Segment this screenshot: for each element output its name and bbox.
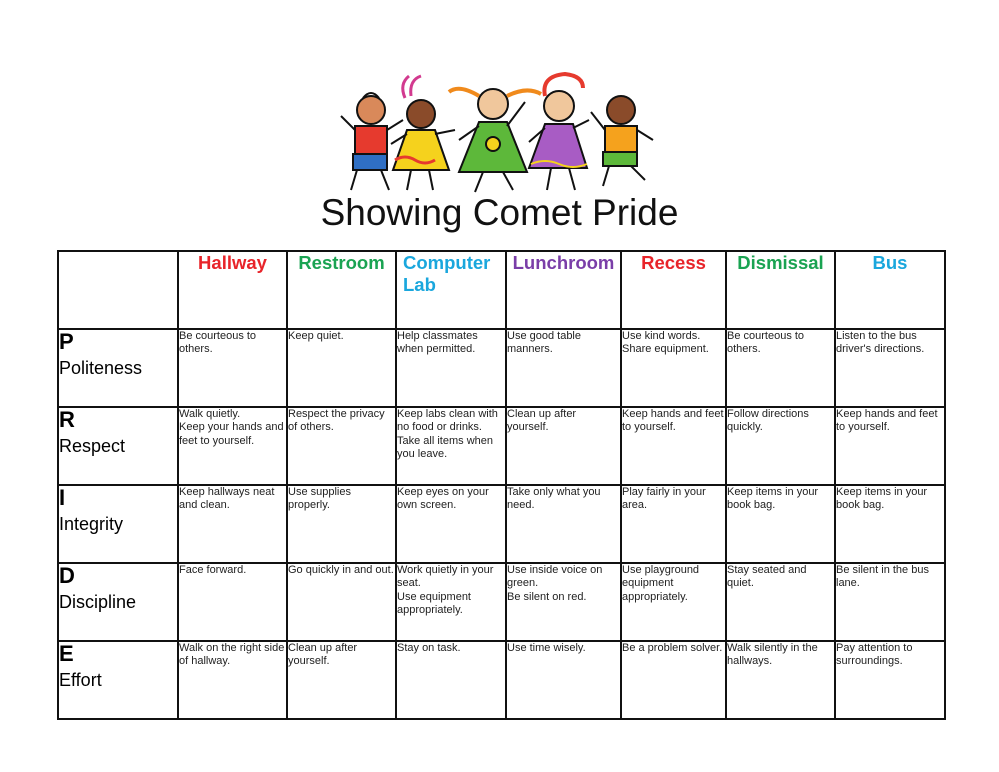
cell-text: Be courteous to others. [727, 330, 805, 356]
row-letter: R [59, 407, 75, 432]
cell-text: Take all items when you leave. [397, 434, 493, 460]
cell-text: Clean up after yourself. [288, 642, 358, 668]
table-cell [178, 485, 287, 563]
table-cell [621, 407, 726, 485]
table-cell [506, 485, 621, 563]
row-header [58, 329, 178, 407]
table-cell [726, 407, 835, 485]
table-cell [506, 563, 621, 641]
table-row [58, 407, 945, 485]
row-letter: P [59, 329, 74, 354]
table-cell [506, 329, 621, 407]
table-cell [287, 563, 396, 641]
row-word: Respect [59, 436, 126, 456]
table-row [58, 485, 945, 563]
table-cell [396, 329, 506, 407]
row-word: Effort [59, 670, 102, 690]
cell-text: Use supplies properly. [288, 486, 351, 512]
row-letter: D [59, 563, 75, 588]
row-header [58, 641, 178, 719]
kid-green-dress [449, 89, 541, 192]
cell-text: Keep hands and feet to yourself. [836, 408, 938, 434]
corner-cell [58, 251, 178, 329]
row-letter: E [59, 641, 74, 666]
cell-text: Pay attention to surroundings. [836, 642, 913, 668]
row-header [58, 563, 178, 641]
cell-text: Listen to the bus driver's directions. [836, 330, 925, 356]
cell-text: Stay seated and quiet. [727, 564, 807, 590]
header-row [58, 251, 945, 329]
table-cell [396, 563, 506, 641]
column-header-restroom: Restroom [287, 251, 396, 329]
cell-text: Take only what you need. [507, 486, 601, 512]
column-header-bus: Bus [835, 251, 945, 329]
cell-text: Be courteous to others. [179, 330, 257, 356]
table-cell [287, 641, 396, 719]
cell-text: Work quietly in your seat. [397, 564, 494, 590]
column-header-recess: Recess [621, 251, 726, 329]
table-cell [287, 485, 396, 563]
cell-text: Follow directions quickly. [727, 408, 809, 434]
cell-text: Use time wisely. [507, 642, 586, 654]
table-cell [506, 407, 621, 485]
row-letter: I [59, 485, 66, 510]
table-row [58, 329, 945, 407]
table-cell [178, 563, 287, 641]
column-header-computer-lab: Computer Lab [396, 251, 506, 329]
table-cell [835, 641, 945, 719]
column-header-dismissal: Dismissal [726, 251, 835, 329]
cell-text: Keep labs clean with no food or drinks. [397, 408, 498, 434]
cell-text: Be silent in the bus lane. [836, 564, 929, 590]
column-header-lunchroom: Lunchroom [506, 251, 621, 329]
row-word: Discipline [59, 592, 137, 612]
cell-text: Walk on the right side of hallway. [179, 642, 285, 668]
cell-text: Face forward. [179, 564, 247, 576]
cell-text: Keep hands and feet to yourself. [622, 408, 724, 434]
cell-text: Keep eyes on your own screen. [397, 486, 489, 512]
table-cell [396, 485, 506, 563]
cell-text: Be silent on red. [507, 590, 587, 603]
row-word: Politeness [59, 358, 143, 378]
table-cell [621, 485, 726, 563]
table-cell [178, 407, 287, 485]
cell-text: Use playground equipment appropriately. [622, 564, 700, 603]
table-cell [621, 641, 726, 719]
table-cell [287, 407, 396, 485]
table-cell [621, 329, 726, 407]
kid-orange-shirt [591, 96, 653, 186]
table-cell [726, 485, 835, 563]
table-cell [835, 407, 945, 485]
cell-text: Go quickly in and out. [288, 564, 394, 576]
kid-yellow-dress [391, 76, 455, 190]
page-title: Showing Comet Pride [320, 192, 679, 233]
cell-text: Keep hallways neat and clean. [179, 486, 275, 512]
column-header-hallway: Hallway [178, 251, 287, 329]
cell-text: Walk quietly. [179, 408, 241, 420]
cell-text: Stay on task. [397, 642, 461, 654]
table-cell [726, 563, 835, 641]
cell-text: Keep items in your book bag. [727, 486, 819, 512]
cell-text: Keep quiet. [288, 330, 344, 342]
row-header [58, 407, 178, 485]
cell-text: Be a problem solver. [622, 642, 723, 654]
cell-text: Share equipment. [622, 343, 709, 356]
table-cell [835, 563, 945, 641]
cell-text: Respect the privacy of others. [288, 408, 385, 434]
table-cell [178, 641, 287, 719]
table-row [58, 641, 945, 719]
cell-text: Play fairly in your area. [622, 486, 706, 512]
cell-text: Use inside voice on green. [507, 564, 603, 590]
cell-text: Use equipment appropriately. [397, 590, 471, 616]
row-word: Integrity [59, 514, 124, 534]
table-cell [726, 329, 835, 407]
cell-text: Help classmates when permitted. [397, 330, 478, 356]
row-header [58, 485, 178, 563]
cell-text: Walk silently in the hallways. [727, 642, 818, 668]
table-cell [178, 329, 287, 407]
dancing-kids-illustration [333, 68, 667, 196]
table-cell [396, 641, 506, 719]
cell-text: Use good table manners. [507, 330, 581, 356]
cell-text: Use kind words. [622, 330, 701, 342]
table-cell [287, 329, 396, 407]
cell-text: Keep items in your book bag. [836, 486, 928, 512]
table-cell [835, 485, 945, 563]
table-row [58, 563, 945, 641]
table-cell [396, 407, 506, 485]
cell-text: Keep your hands and feet to yourself. [179, 421, 284, 447]
table-cell [506, 641, 621, 719]
table-cell [726, 641, 835, 719]
table-cell [621, 563, 726, 641]
cell-text: Clean up after yourself. [507, 408, 577, 434]
pride-matrix-table [57, 250, 946, 720]
table-cell [835, 329, 945, 407]
